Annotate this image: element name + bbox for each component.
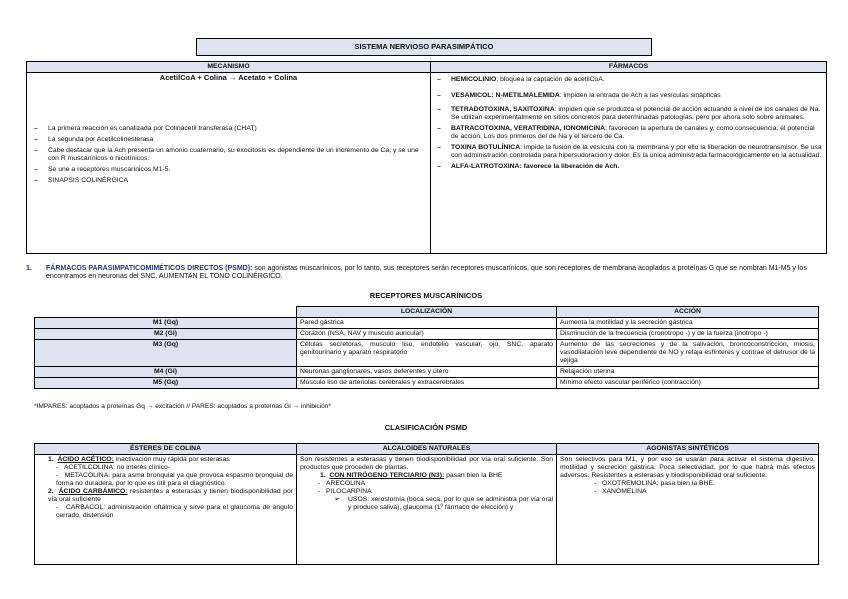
table-row: M5 (Gq) Músculo liso de arteriolas cerebrales y extracerebrales Mínimo efecto vascular periférico (contracción) xyxy=(35,378,819,389)
acido-acetico: ÁCIDO ACÉTICO: xyxy=(57,456,114,464)
psmd-paragraph xyxy=(26,265,826,282)
drug-name: TOXINA BOTULÍNICA xyxy=(451,144,521,151)
mechanism-header: MECANISMO xyxy=(27,62,431,73)
col-location: LOCALIZACIÓN xyxy=(297,307,557,318)
col-alcaloides: ALCALOIDES NATURALES xyxy=(297,444,557,455)
list-item: – SINAPSIS COLINÉRGICA xyxy=(34,177,427,185)
classification-table: ÉSTERES DE COLINA ALCALOIDES NATURALES AGONISTAS SINTÉTICOS 1. ÁCIDO ACÉTICO: inactivación muy rápida por esterasas - ACETILCOLINA: no interés clínico- - METACOLINA: para asma bronquial ya que provoca espasmo bronquial de forma no duradera, por lo que es útil para el diagnóstico. 2. ÁCIDO CARBÁMICO: resistentes a esterasas y tienen biodisponibilidad por vía oral suficiente - CARBACOL: administración oftálmica y sirve para el glaucoma de ángulo cerrado, distensión Son resistentes a esterasas y tienen biodisponibilidad por vía oral suficiente. Son productos que proceden de plantas. 1. CON NITRÓGENO TERCIARIO (N3): pasan bien la BHE - ARECOLINA - PILOCARPINA ➢ USOS: xerostomía (boca seca, por lo que se administra por vía oral y produce saliva), glaucoma (1º fármaco de elección) y Son selectivos para M1, y por eso se usarán para activar el sistema digestivo, motilidad y secreción gástrica. Poca selectividad, por lo que habrá más efectos adversos. Resistentes a esterasas y biodisponibilidad oral suficiente. - OXOTREMOLINA: pasa bien la BHE. - XANOMELINA xyxy=(34,443,819,565)
agonistas-intro: Son selectivos para M1, y por eso se usarán para activar el sistema digestivo, motilidad y secreción gástrica. Poca selectividad, por lo que habrá más efectos adversos. Resistentes a esterasas y biodisponibilidad oral suficiente. xyxy=(560,456,815,480)
drug-name: HEMICOLINIO xyxy=(451,76,497,84)
receptors-title: RECEPTORES MUSCARÍNICOS xyxy=(369,291,483,300)
list-item: - XANOMELINA xyxy=(594,488,647,496)
list-item: - CARBACOL: administración oftálmica y sirve para el glaucoma de ángulo cerrado, distensión xyxy=(56,504,293,520)
table-row: M1 (Gq) Pared gástrica Aumenta la motilidad y la secreción gástrica xyxy=(35,318,819,329)
drugs-header: FÁRMACOS xyxy=(431,62,827,73)
list-item: – Cabe destacar que la Ach presenta un amonio cuaternario, su exocitosis es dependiente de un incremento de Ca, y se une con R muscarínicos o nicotínicos. xyxy=(34,147,427,163)
alcaloides-intro: Son resistentes a esterasas y tienen biodisponibilidad por vía oral suficiente. Son productos que proceden de plantas. xyxy=(300,456,553,472)
mechanism-table xyxy=(26,61,827,254)
drug-item: – TOXINA BOTULÍNICA: impide la fusión de la vesícula con la membrana y por ello la liberación de neurotransmisor. Se usa con administración controlada para hipersudoración y dolor. Es la única administrada farmacológicamente en la actualidad. xyxy=(437,144,823,160)
drug-item: – HEMICOLINIO: bloquea la captación de acetilCoA. xyxy=(437,76,823,84)
table-row: M4 (Gi) Neuronas ganglionares, vasos deferentes y útero Relajación uterina xyxy=(35,367,819,378)
table-row: M2 (Gi) Corazón (NSA, NAV y musculo auricular) Disminución de la frecuencia (cronotropo -) y de la fuerza (inotropo -) xyxy=(35,329,819,340)
list-item: - ARECOLINA xyxy=(318,480,366,488)
classification-title: CLASIFICACIÓN PSMD xyxy=(384,423,468,432)
nitrogeno-terciario: CON NITRÓGENO TERCIARIO (N3): xyxy=(329,472,445,480)
list-item: - PILOCARPINA xyxy=(318,488,372,496)
list-item: - OXOTREMOLINA: pasa bien la BHE. xyxy=(594,480,715,488)
drug-name: TETRADOTOXINA, SAXITOXINA xyxy=(451,105,555,113)
col-esteres: ÉSTERES DE COLINA xyxy=(35,444,297,455)
drug-item: – BATRACOTOXINA, VERATRIDINA, IONOMICINA: favorecen la apertura de canales y, como consecuencia, el potencial de acción. Los dos primeros del de Na y el tercero de Ca. xyxy=(437,125,823,141)
drug-item: – ALFA-LATROTOXINA: favorece la liberación de Ach. xyxy=(437,163,823,171)
psmd-text: son agonistas muscarínicos, por lo tanto, sus receptores serán receptores muscarínicos, que son receptores de membrana acoplados a proteínas G que se nombran M1-M5 y los encontramos en neuronas del SNC. AUMENTAN EL TONO COLINÉRGICO. xyxy=(46,265,807,281)
psmd-heading: FÁRMACOS PARASIMPATICOMIMÉTICOS DIRECTOS (PSMD): xyxy=(46,265,253,272)
col-action: ACCIÓN xyxy=(557,307,819,318)
arrow-icon: ➢ xyxy=(334,496,340,504)
col-agonistas: AGONISTAS SINTÉTICOS xyxy=(557,444,819,455)
receptors-note: *IMPARES: acoplados a proteínas Gq → excitación // PARES: acoplados a proteínas Gi → inhibición* xyxy=(34,403,331,410)
receptors-table xyxy=(34,306,819,389)
drug-item: – VESAMICOL: N-METILMALEMIDA: impiden la entrada de Ach a las vesículas sinápticas xyxy=(437,90,823,103)
list-item: - ACETILCOLINA: no interés clínico- xyxy=(56,464,171,472)
list-item: – Se une a receptores muscarínicos M1-5. xyxy=(34,166,427,174)
list-item: – La primera reacción es canalizada por Colinacetil transferasa (CHAT) xyxy=(34,125,427,133)
acido-carbamico: ÁCIDO CARBÁMICO: xyxy=(58,488,128,496)
psmd-number: 1. xyxy=(26,265,32,272)
table-row: M3 (Gq) Células secretoras, musculo liso, endotelio vascular, ojo, SNC, aparato genitourinario y aparato respiratorio Aumento de las secreciones y de la salivación, broncoconstricción, miosis, vasodilatación leve dependiente de NO y relaja esfínteres y contrae el detrusor de la vejiga xyxy=(35,340,819,367)
list-item: - METACOLINA: para asma bronquial ya que provoca espasmo bronquial de forma no duradera, por lo que es útil para el diagnóstico. xyxy=(56,472,293,488)
drug-name: BATRACOTOXINA, VERATRIDINA, IONOMICINA xyxy=(451,124,606,132)
list-item: – La segunda por Acetilcolinesterasa xyxy=(34,136,427,144)
drug-name: ALFA-LATROTOXINA xyxy=(451,163,520,171)
mechanism-formula: AcetilCoA + Colina → Acetato + Colina xyxy=(159,73,298,83)
drug-name: VESAMICOL: N-METILMALEMIDA xyxy=(451,92,560,100)
drug-item: – TETRADOTOXINA, SAXITOXINA: impiden que se produzca el potencial de acción actuando a nivel de los canales de Na. Se utilizan experimentalmente en sitios concretos para determinadas patologías, pero por ahora solo sobre animales. xyxy=(437,106,823,122)
list-item: ➢ USOS: xerostomía (boca seca, por lo que se administra por vía oral y produce saliva), glaucoma (1º fármaco de elección) y xyxy=(334,496,553,512)
page-title: SISTEMA NERVIOSO PARASIMPÁTICO xyxy=(196,38,652,56)
